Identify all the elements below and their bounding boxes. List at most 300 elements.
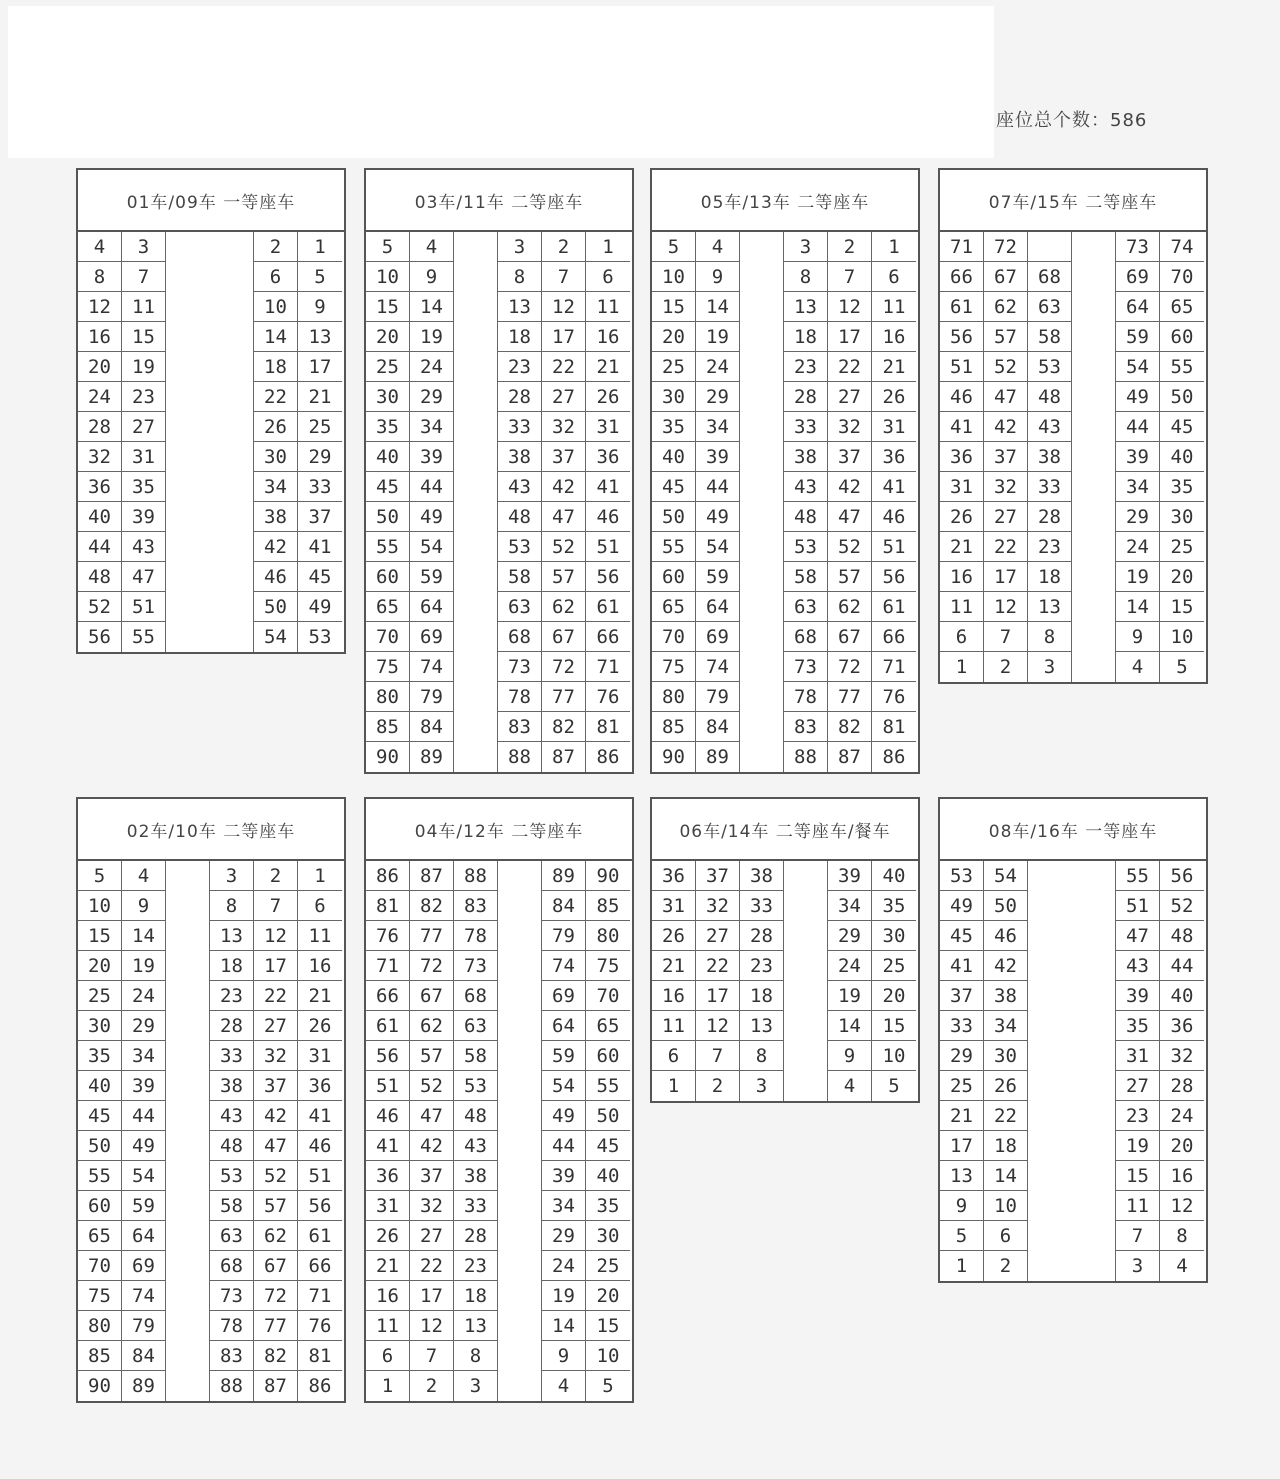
seat-cell[interactable]: 50: [366, 502, 410, 532]
seat-cell[interactable]: 36: [586, 442, 630, 472]
seat-cell[interactable]: 37: [410, 1161, 454, 1191]
seat-cell[interactable]: 8: [784, 262, 828, 292]
seat-cell[interactable]: 14: [542, 1311, 586, 1341]
seat-cell[interactable]: 80: [366, 682, 410, 712]
seat-cell[interactable]: 70: [652, 622, 696, 652]
seat-cell[interactable]: 39: [1116, 442, 1160, 472]
seat-cell[interactable]: 32: [78, 442, 122, 472]
seat-cell[interactable]: 45: [940, 921, 984, 951]
seat-cell[interactable]: 39: [696, 442, 740, 472]
seat-cell[interactable]: 43: [1028, 412, 1072, 442]
seat-cell[interactable]: 14: [122, 921, 166, 951]
seat-cell[interactable]: 10: [366, 262, 410, 292]
seat-cell[interactable]: 36: [652, 861, 696, 891]
seat-cell[interactable]: 62: [828, 592, 872, 622]
seat-cell[interactable]: 75: [586, 951, 630, 981]
seat-cell[interactable]: 41: [940, 951, 984, 981]
seat-cell[interactable]: 81: [872, 712, 916, 742]
seat-cell[interactable]: 45: [366, 472, 410, 502]
seat-cell[interactable]: 18: [1028, 562, 1072, 592]
seat-cell[interactable]: 1: [298, 232, 342, 262]
seat-cell[interactable]: 15: [872, 1011, 916, 1041]
seat-cell[interactable]: 54: [696, 532, 740, 562]
seat-cell[interactable]: 68: [1028, 262, 1072, 292]
seat-cell[interactable]: 50: [652, 502, 696, 532]
seat-cell[interactable]: 6: [298, 891, 342, 921]
seat-cell[interactable]: 22: [254, 382, 298, 412]
seat-cell[interactable]: 11: [122, 292, 166, 322]
seat-cell[interactable]: 79: [542, 921, 586, 951]
seat-cell[interactable]: 47: [1116, 921, 1160, 951]
seat-cell[interactable]: 35: [872, 891, 916, 921]
seat-cell[interactable]: 42: [254, 1101, 298, 1131]
seat-cell[interactable]: 12: [696, 1011, 740, 1041]
seat-cell[interactable]: 40: [872, 861, 916, 891]
seat-cell[interactable]: 62: [542, 592, 586, 622]
seat-cell[interactable]: 6: [254, 262, 298, 292]
seat-cell[interactable]: 34: [1116, 472, 1160, 502]
seat-cell[interactable]: 22: [984, 1101, 1028, 1131]
seat-cell[interactable]: 3: [1028, 652, 1072, 682]
seat-cell[interactable]: 9: [122, 891, 166, 921]
seat-cell[interactable]: 13: [1028, 592, 1072, 622]
seat-cell[interactable]: 65: [366, 592, 410, 622]
seat-cell[interactable]: 49: [940, 891, 984, 921]
seat-cell[interactable]: 44: [122, 1101, 166, 1131]
seat-cell[interactable]: 1: [940, 652, 984, 682]
seat-cell[interactable]: 52: [254, 1161, 298, 1191]
seat-cell[interactable]: 72: [410, 951, 454, 981]
seat-cell[interactable]: 68: [498, 622, 542, 652]
seat-cell[interactable]: 76: [366, 921, 410, 951]
seat-cell[interactable]: 18: [740, 981, 784, 1011]
seat-cell[interactable]: 70: [1160, 262, 1204, 292]
seat-cell[interactable]: 54: [122, 1161, 166, 1191]
seat-cell[interactable]: 48: [1028, 382, 1072, 412]
seat-cell[interactable]: 89: [122, 1371, 166, 1401]
seat-cell[interactable]: 61: [366, 1011, 410, 1041]
seat-cell[interactable]: 4: [542, 1371, 586, 1401]
seat-cell[interactable]: 38: [740, 861, 784, 891]
seat-cell[interactable]: 2: [696, 1071, 740, 1101]
seat-cell[interactable]: 13: [940, 1161, 984, 1191]
seat-cell[interactable]: 90: [586, 861, 630, 891]
seat-cell[interactable]: 39: [122, 502, 166, 532]
seat-cell[interactable]: 5: [652, 232, 696, 262]
seat-cell[interactable]: 20: [366, 322, 410, 352]
seat-cell[interactable]: 66: [366, 981, 410, 1011]
seat-cell[interactable]: 3: [454, 1371, 498, 1401]
seat-cell[interactable]: 52: [1160, 891, 1204, 921]
seat-cell[interactable]: 10: [872, 1041, 916, 1071]
seat-cell[interactable]: 24: [78, 382, 122, 412]
seat-cell[interactable]: 19: [828, 981, 872, 1011]
seat-cell[interactable]: 9: [828, 1041, 872, 1071]
seat-cell[interactable]: 23: [210, 981, 254, 1011]
seat-cell[interactable]: 18: [784, 322, 828, 352]
seat-cell[interactable]: 64: [410, 592, 454, 622]
seat-cell[interactable]: 53: [940, 861, 984, 891]
seat-cell[interactable]: 66: [940, 262, 984, 292]
seat-cell[interactable]: 1: [652, 1071, 696, 1101]
seat-cell[interactable]: 73: [210, 1281, 254, 1311]
seat-cell[interactable]: 28: [784, 382, 828, 412]
seat-cell[interactable]: 82: [828, 712, 872, 742]
seat-cell[interactable]: 38: [498, 442, 542, 472]
seat-cell[interactable]: 76: [872, 682, 916, 712]
seat-cell[interactable]: 68: [210, 1251, 254, 1281]
seat-cell[interactable]: 69: [122, 1251, 166, 1281]
seat-cell[interactable]: 85: [652, 712, 696, 742]
seat-cell[interactable]: 38: [454, 1161, 498, 1191]
seat-cell[interactable]: 33: [498, 412, 542, 442]
seat-cell[interactable]: 18: [498, 322, 542, 352]
seat-cell[interactable]: 31: [586, 412, 630, 442]
seat-cell[interactable]: 34: [542, 1191, 586, 1221]
seat-cell[interactable]: 16: [652, 981, 696, 1011]
seat-cell[interactable]: 18: [254, 352, 298, 382]
seat-cell[interactable]: 23: [740, 951, 784, 981]
seat-cell[interactable]: 7: [828, 262, 872, 292]
seat-cell[interactable]: 7: [542, 262, 586, 292]
seat-cell[interactable]: 31: [122, 442, 166, 472]
seat-cell[interactable]: 50: [1160, 382, 1204, 412]
seat-cell[interactable]: 48: [498, 502, 542, 532]
seat-cell[interactable]: 82: [410, 891, 454, 921]
seat-cell[interactable]: 42: [984, 951, 1028, 981]
seat-cell[interactable]: 73: [498, 652, 542, 682]
seat-cell[interactable]: 51: [122, 592, 166, 622]
seat-cell[interactable]: 12: [1160, 1191, 1204, 1221]
seat-cell[interactable]: 39: [122, 1071, 166, 1101]
seat-cell[interactable]: 75: [78, 1281, 122, 1311]
seat-cell[interactable]: 84: [542, 891, 586, 921]
seat-cell[interactable]: 25: [298, 412, 342, 442]
seat-cell[interactable]: 56: [872, 562, 916, 592]
seat-cell[interactable]: 7: [254, 891, 298, 921]
seat-cell[interactable]: 4: [78, 232, 122, 262]
seat-cell[interactable]: 3: [784, 232, 828, 262]
seat-cell[interactable]: 71: [940, 232, 984, 262]
seat-cell[interactable]: 20: [586, 1281, 630, 1311]
seat-cell[interactable]: 34: [984, 1011, 1028, 1041]
seat-cell[interactable]: 11: [872, 292, 916, 322]
seat-cell[interactable]: 49: [122, 1131, 166, 1161]
seat-cell[interactable]: 57: [542, 562, 586, 592]
seat-cell[interactable]: 7: [122, 262, 166, 292]
seat-cell[interactable]: 74: [696, 652, 740, 682]
seat-cell[interactable]: 1: [586, 232, 630, 262]
seat-cell[interactable]: 28: [1028, 502, 1072, 532]
seat-cell[interactable]: 16: [1160, 1161, 1204, 1191]
seat-cell[interactable]: 6: [652, 1041, 696, 1071]
seat-cell[interactable]: 61: [872, 592, 916, 622]
seat-cell[interactable]: 44: [78, 532, 122, 562]
seat-cell[interactable]: 60: [78, 1191, 122, 1221]
seat-cell[interactable]: 45: [298, 562, 342, 592]
seat-cell[interactable]: 86: [882, 746, 906, 768]
seat-cell[interactable]: 55: [1116, 861, 1160, 891]
seat-cell[interactable]: 80: [652, 682, 696, 712]
seat-cell[interactable]: 41: [586, 472, 630, 502]
seat-cell[interactable]: 29: [298, 442, 342, 472]
seat-cell[interactable]: 44: [696, 472, 740, 502]
seat-cell[interactable]: 55: [652, 532, 696, 562]
seat-cell[interactable]: 45: [78, 1101, 122, 1131]
seat-cell[interactable]: 88: [454, 861, 498, 891]
seat-cell[interactable]: 81: [586, 712, 630, 742]
seat-cell[interactable]: 39: [410, 442, 454, 472]
seat-cell[interactable]: 8: [1028, 622, 1072, 652]
seat-cell[interactable]: 40: [78, 502, 122, 532]
seat-cell[interactable]: 4: [1176, 1255, 1188, 1277]
seat-cell[interactable]: 86: [308, 1375, 332, 1397]
seat-cell[interactable]: 61: [940, 292, 984, 322]
seat-cell[interactable]: 67: [542, 622, 586, 652]
seat-cell[interactable]: 25: [940, 1071, 984, 1101]
seat-cell[interactable]: 48: [1160, 921, 1204, 951]
seat-cell[interactable]: 16: [366, 1281, 410, 1311]
seat-cell[interactable]: 27: [542, 382, 586, 412]
seat-cell[interactable]: 15: [586, 1311, 630, 1341]
seat-cell[interactable]: 8: [454, 1341, 498, 1371]
seat-cell[interactable]: 41: [366, 1131, 410, 1161]
seat-cell[interactable]: 56: [78, 622, 122, 652]
seat-cell[interactable]: 17: [696, 981, 740, 1011]
seat-cell[interactable]: 6: [984, 1221, 1028, 1251]
seat-cell[interactable]: 49: [1116, 382, 1160, 412]
seat-cell[interactable]: 74: [542, 951, 586, 981]
seat-cell[interactable]: 25: [366, 352, 410, 382]
seat-cell[interactable]: 39: [1116, 981, 1160, 1011]
seat-cell[interactable]: 25: [872, 951, 916, 981]
seat-cell[interactable]: 34: [410, 412, 454, 442]
seat-cell[interactable]: 63: [210, 1221, 254, 1251]
seat-cell[interactable]: 34: [254, 472, 298, 502]
seat-cell[interactable]: 21: [298, 382, 342, 412]
seat-cell[interactable]: 25: [78, 981, 122, 1011]
seat-cell[interactable]: 37: [542, 442, 586, 472]
seat-cell[interactable]: 63: [498, 592, 542, 622]
seat-cell[interactable]: 38: [210, 1071, 254, 1101]
seat-cell[interactable]: 63: [454, 1011, 498, 1041]
seat-cell[interactable]: 78: [210, 1311, 254, 1341]
seat-cell[interactable]: 65: [1160, 292, 1204, 322]
seat-cell[interactable]: 33: [784, 412, 828, 442]
seat-cell[interactable]: 33: [454, 1191, 498, 1221]
seat-cell[interactable]: 18: [984, 1131, 1028, 1161]
seat-cell[interactable]: 3: [1116, 1251, 1160, 1281]
seat-cell[interactable]: 12: [828, 292, 872, 322]
seat-cell[interactable]: 89: [410, 742, 454, 772]
seat-cell[interactable]: 60: [586, 1041, 630, 1071]
seat-cell[interactable]: 42: [828, 472, 872, 502]
seat-cell[interactable]: 20: [1160, 562, 1204, 592]
seat-cell[interactable]: 79: [122, 1311, 166, 1341]
seat-cell[interactable]: 59: [696, 562, 740, 592]
seat-cell[interactable]: 70: [366, 622, 410, 652]
seat-cell[interactable]: 2: [254, 232, 298, 262]
seat-cell[interactable]: 20: [78, 951, 122, 981]
seat-cell[interactable]: 39: [542, 1161, 586, 1191]
seat-cell[interactable]: 15: [366, 292, 410, 322]
seat-cell[interactable]: 77: [410, 921, 454, 951]
seat-cell[interactable]: 16: [78, 322, 122, 352]
seat-cell[interactable]: 74: [1160, 232, 1204, 262]
seat-cell[interactable]: 10: [1160, 622, 1204, 652]
seat-cell[interactable]: 9: [1116, 622, 1160, 652]
seat-cell[interactable]: 1: [298, 861, 342, 891]
seat-cell[interactable]: 68: [784, 622, 828, 652]
seat-cell[interactable]: 72: [828, 652, 872, 682]
seat-cell[interactable]: 90: [652, 742, 696, 772]
seat-cell[interactable]: 43: [498, 472, 542, 502]
seat-cell[interactable]: 33: [940, 1011, 984, 1041]
seat-cell[interactable]: 46: [298, 1131, 342, 1161]
seat-cell[interactable]: 42: [984, 412, 1028, 442]
seat-cell[interactable]: 61: [586, 592, 630, 622]
seat-cell[interactable]: 46: [254, 562, 298, 592]
seat-cell[interactable]: 32: [696, 891, 740, 921]
seat-cell[interactable]: 14: [696, 292, 740, 322]
seat-cell[interactable]: 12: [78, 292, 122, 322]
seat-cell[interactable]: 47: [828, 502, 872, 532]
seat-cell[interactable]: 82: [542, 712, 586, 742]
seat-cell[interactable]: 9: [696, 262, 740, 292]
seat-cell[interactable]: 21: [586, 352, 630, 382]
seat-cell[interactable]: 85: [366, 712, 410, 742]
seat-cell[interactable]: 8: [740, 1041, 784, 1071]
seat-cell[interactable]: 43: [210, 1101, 254, 1131]
seat-cell[interactable]: 30: [1160, 502, 1204, 532]
seat-cell[interactable]: 59: [1116, 322, 1160, 352]
seat-cell[interactable]: 69: [410, 622, 454, 652]
seat-cell[interactable]: 14: [1116, 592, 1160, 622]
seat-cell[interactable]: 10: [652, 262, 696, 292]
seat-cell[interactable]: 49: [542, 1101, 586, 1131]
seat-cell[interactable]: 14: [254, 322, 298, 352]
seat-cell[interactable]: 4: [1116, 652, 1160, 682]
seat-cell[interactable]: 17: [828, 322, 872, 352]
seat-cell[interactable]: 72: [254, 1281, 298, 1311]
seat-cell[interactable]: 44: [1160, 951, 1204, 981]
seat-cell[interactable]: 37: [298, 502, 342, 532]
seat-cell[interactable]: 43: [784, 472, 828, 502]
seat-cell[interactable]: 52: [542, 532, 586, 562]
seat-cell[interactable]: 64: [696, 592, 740, 622]
seat-cell[interactable]: 10: [586, 1341, 630, 1371]
seat-cell[interactable]: 27: [254, 1011, 298, 1041]
seat-cell[interactable]: 22: [696, 951, 740, 981]
seat-cell[interactable]: 29: [940, 1041, 984, 1071]
seat-cell[interactable]: 67: [410, 981, 454, 1011]
seat-cell[interactable]: 43: [1116, 951, 1160, 981]
seat-cell[interactable]: 88: [498, 742, 542, 772]
seat-cell[interactable]: 34: [828, 891, 872, 921]
seat-cell[interactable]: 3: [122, 232, 166, 262]
seat-cell[interactable]: 33: [1028, 472, 1072, 502]
seat-cell[interactable]: 53: [498, 532, 542, 562]
seat-cell[interactable]: 42: [410, 1131, 454, 1161]
seat-cell[interactable]: 27: [696, 921, 740, 951]
seat-cell[interactable]: 26: [586, 382, 630, 412]
seat-cell[interactable]: 90: [366, 742, 410, 772]
seat-cell[interactable]: 35: [652, 412, 696, 442]
seat-cell[interactable]: 35: [586, 1191, 630, 1221]
seat-cell[interactable]: 76: [586, 682, 630, 712]
seat-cell[interactable]: 5: [1176, 656, 1188, 678]
seat-cell[interactable]: 56: [586, 562, 630, 592]
seat-cell[interactable]: 54: [1116, 352, 1160, 382]
seat-cell[interactable]: 45: [652, 472, 696, 502]
seat-cell[interactable]: 30: [254, 442, 298, 472]
seat-cell[interactable]: 75: [366, 652, 410, 682]
seat-cell[interactable]: 59: [122, 1191, 166, 1221]
seat-cell[interactable]: 33: [210, 1041, 254, 1071]
seat-cell[interactable]: 33: [740, 891, 784, 921]
seat-cell[interactable]: 13: [210, 921, 254, 951]
seat-cell[interactable]: 2: [254, 861, 298, 891]
seat-cell[interactable]: 37: [984, 442, 1028, 472]
seat-cell[interactable]: 80: [78, 1311, 122, 1341]
seat-cell[interactable]: 56: [1160, 861, 1204, 891]
seat-cell[interactable]: 19: [1116, 1131, 1160, 1161]
seat-cell[interactable]: 49: [410, 502, 454, 532]
seat-cell[interactable]: 24: [828, 951, 872, 981]
seat-cell[interactable]: 1: [940, 1251, 984, 1281]
seat-cell[interactable]: 21: [298, 981, 342, 1011]
seat-cell[interactable]: 83: [498, 712, 542, 742]
seat-cell[interactable]: 56: [940, 322, 984, 352]
seat-cell[interactable]: 24: [696, 352, 740, 382]
seat-cell[interactable]: 38: [784, 442, 828, 472]
seat-cell[interactable]: 41: [940, 412, 984, 442]
seat-cell[interactable]: 29: [1116, 502, 1160, 532]
seat-cell[interactable]: 6: [586, 262, 630, 292]
seat-cell[interactable]: 74: [410, 652, 454, 682]
seat-cell[interactable]: 33: [298, 472, 342, 502]
seat-cell[interactable]: 82: [254, 1341, 298, 1371]
seat-cell[interactable]: 12: [254, 921, 298, 951]
seat-cell[interactable]: 47: [984, 382, 1028, 412]
seat-cell[interactable]: 49: [696, 502, 740, 532]
seat-cell[interactable]: 20: [872, 981, 916, 1011]
seat-cell[interactable]: 23: [122, 382, 166, 412]
seat-cell[interactable]: 77: [828, 682, 872, 712]
seat-cell[interactable]: 12: [542, 292, 586, 322]
seat-cell[interactable]: 53: [1028, 352, 1072, 382]
seat-cell[interactable]: 53: [784, 532, 828, 562]
seat-cell[interactable]: 70: [78, 1251, 122, 1281]
seat-cell[interactable]: 19: [122, 352, 166, 382]
seat-cell[interactable]: 47: [542, 502, 586, 532]
seat-cell[interactable]: 30: [984, 1041, 1028, 1071]
seat-cell[interactable]: 51: [1116, 891, 1160, 921]
seat-cell[interactable]: 36: [78, 472, 122, 502]
seat-cell[interactable]: 86: [596, 746, 620, 768]
seat-cell[interactable]: 5: [78, 861, 122, 891]
seat-cell[interactable]: 23: [498, 352, 542, 382]
seat-cell[interactable]: 84: [696, 712, 740, 742]
seat-cell[interactable]: 27: [410, 1221, 454, 1251]
seat-cell[interactable]: 7: [1116, 1221, 1160, 1251]
seat-cell[interactable]: 28: [210, 1011, 254, 1041]
seat-cell[interactable]: 20: [1160, 1131, 1204, 1161]
seat-cell[interactable]: 67: [984, 262, 1028, 292]
seat-cell[interactable]: 8: [78, 262, 122, 292]
seat-cell[interactable]: 46: [366, 1101, 410, 1131]
seat-cell[interactable]: 7: [696, 1041, 740, 1071]
